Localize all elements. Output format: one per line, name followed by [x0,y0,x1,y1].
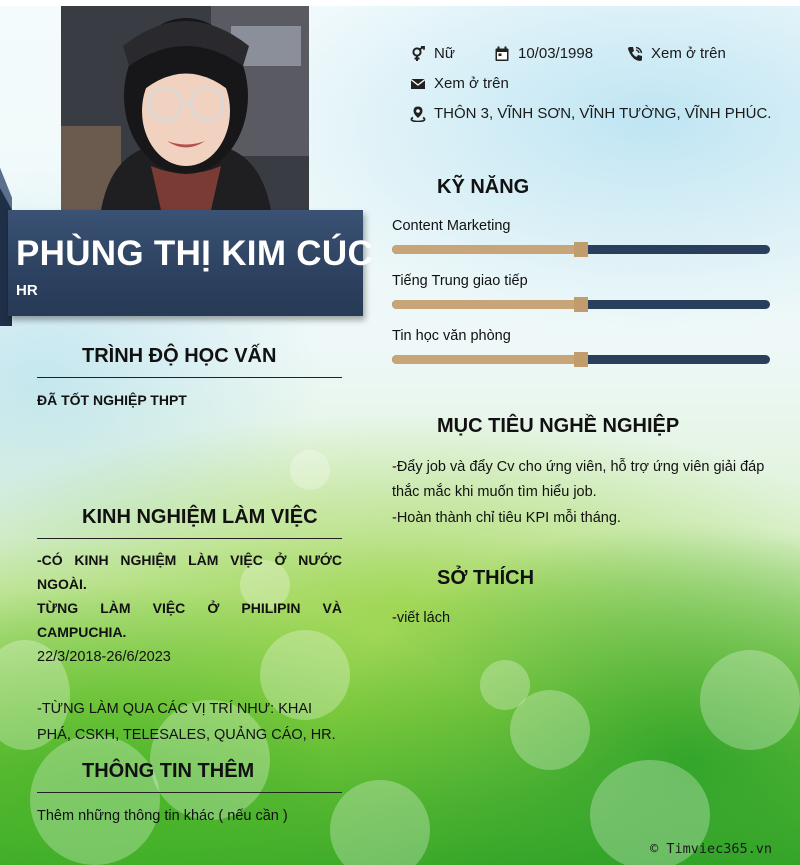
birthday-info [494,45,593,62]
full-name: PHÙNG THỊ KIM CÚC [16,234,374,273]
experience-line-2: TỪNG LÀM VIỆC Ở PHILIPIN VÀ CAMPUCHIA. [37,600,342,640]
bokeh-decoration [480,660,530,710]
profile-photo-icon [61,6,309,210]
skill-label: Tin học văn phòng [392,328,511,344]
map-pin-icon [410,106,426,122]
job-title: HR [16,282,38,299]
experience-divider [37,538,342,539]
skill-bar-fill [392,355,581,364]
objective-line-1: -Đẩy job và đẩy Cv cho ứng viên, hỗ trợ ứng viên giải đáp thắc mắc khi muốn tìm hiểu job. [392,459,765,500]
bokeh-decoration [700,650,800,750]
gender-value: Nữ [434,45,455,62]
phone-icon [627,46,643,62]
birthday-value: 10/03/1998 [518,45,594,62]
bokeh-decoration [330,780,430,865]
avatar [61,6,309,210]
education-divider [37,377,342,378]
experience-line-1: -CÓ KINH NGHIỆM LÀM VIỆC Ở NƯỚC NGOÀI. [37,552,342,592]
footer-credit: © Timviec365.vn [650,841,772,857]
skill-level-marker [574,242,588,257]
gender-icon [410,46,426,62]
email-info [410,75,509,92]
bokeh-decoration [30,735,160,865]
experience-detail: -TỪNG LÀM QUA CÁC VỊ TRÍ NHƯ: KHAI PHÁ, CSKH, TELESALES, QUẢNG CÁO, HR. [37,701,336,743]
hobbies-title: SỞ THÍCH [437,567,535,589]
skill-bar-fill [392,300,581,309]
email-value: Xem ở trên [434,75,509,92]
objective-line-2: -Hoàn thành chỉ tiêu KPI mỗi tháng. [392,510,621,526]
bokeh-decoration [510,690,590,770]
skill-bar-fill [392,245,581,254]
name-banner [8,210,374,316]
skill-level-marker [574,297,588,312]
skill-bar [392,245,770,254]
objective-title: MỤC TIÊU NGHỀ NGHIỆP [437,415,680,437]
skill-level-marker [574,352,588,367]
bokeh-decoration [290,450,330,490]
calendar-icon [494,46,510,62]
skill-bar [392,300,770,309]
additional-divider [37,792,342,793]
envelope-icon [410,76,426,92]
address-info [410,105,771,122]
experience-title: KINH NGHIỆM LÀM VIỆC [82,506,318,528]
address-value: THÔN 3, VĨNH SƠN, VĨNH TƯỜNG, VĨNH PHÚC. [434,105,772,122]
skill-label: Tiếng Trung giao tiếp [392,273,528,289]
additional-title: THÔNG TIN THÊM [82,760,255,782]
hobbies-content: -viết lách [392,610,451,626]
skills-title: KỸ NĂNG [437,176,530,198]
skill-bar [392,355,770,364]
phone-value: Xem ở trên [651,45,726,62]
phone-info [627,45,726,62]
experience-period: 22/3/2018-26/6/2023 [37,649,171,665]
education-title: TRÌNH ĐỘ HỌC VẤN [82,345,277,367]
education-content: ĐÃ TỐT NGHIỆP THPT [37,392,187,408]
skill-label: Content Marketing [392,218,511,234]
gender-info [410,45,455,62]
additional-content: Thêm những thông tin khác ( nếu cần ) [37,808,288,824]
